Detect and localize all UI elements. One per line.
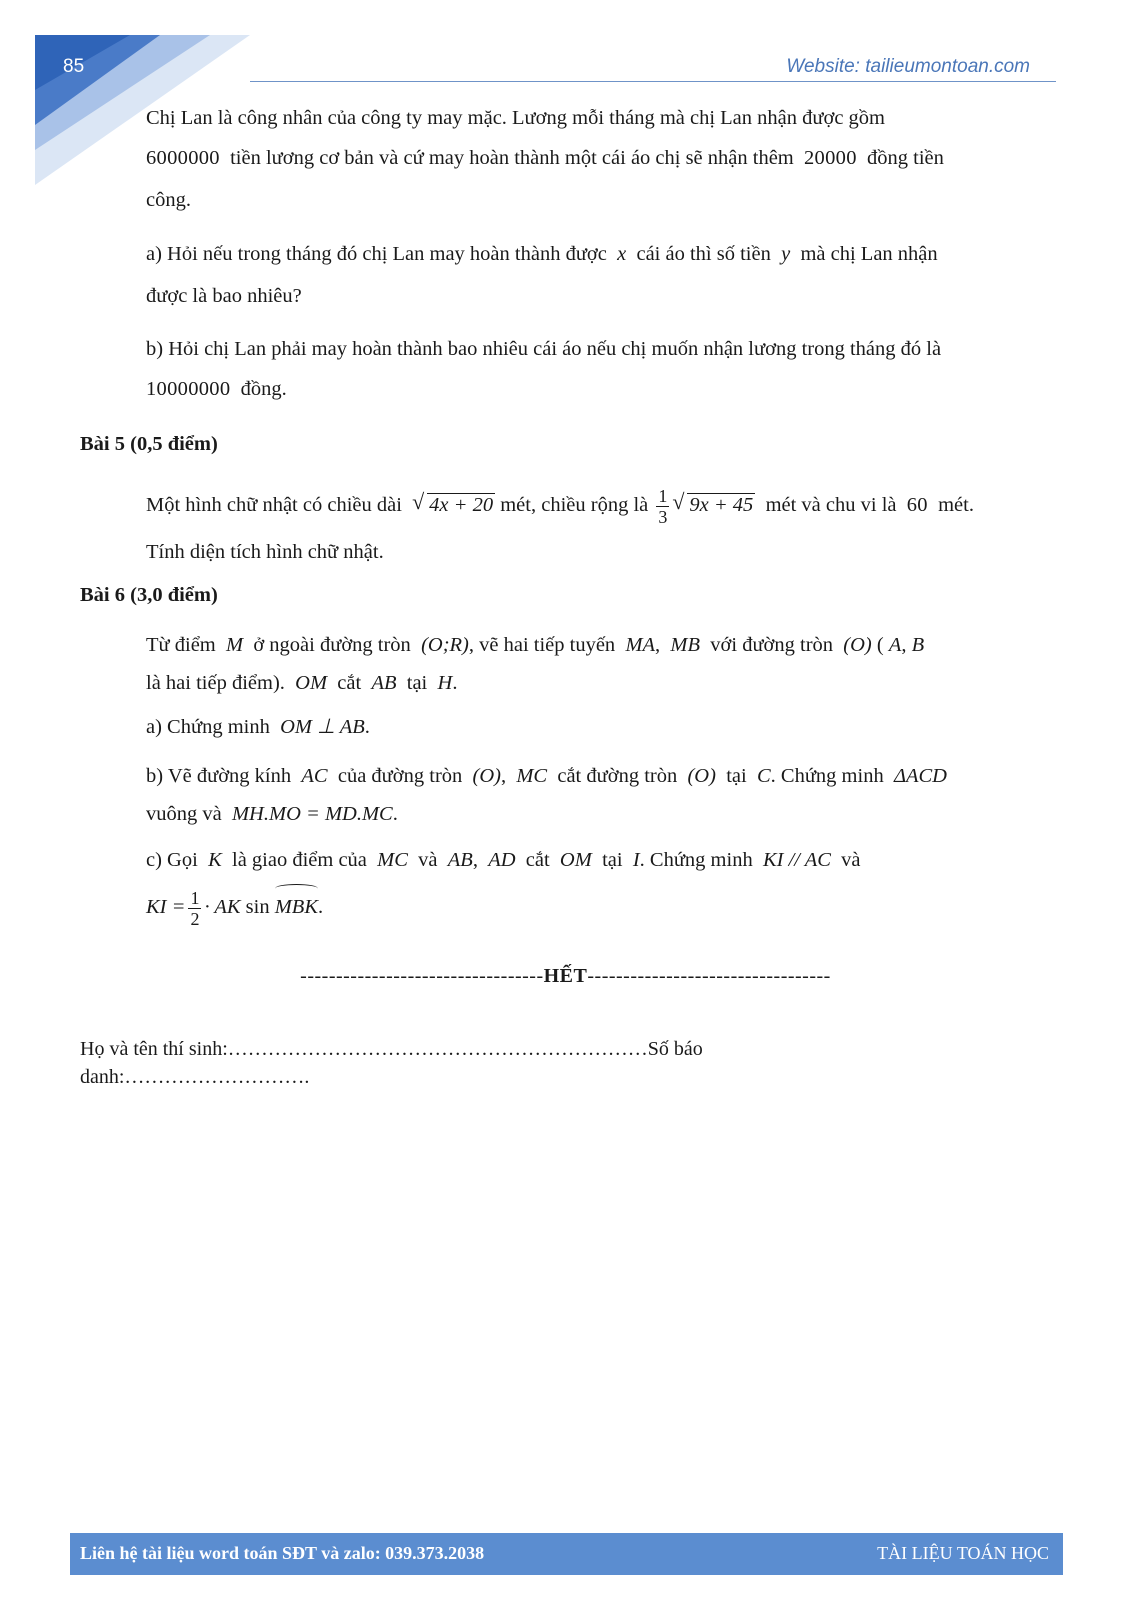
text: đồng tiền bbox=[867, 147, 944, 169]
denominator: 2 bbox=[190, 908, 200, 929]
circle-O: (O) bbox=[687, 765, 716, 787]
diameter-AC: AC bbox=[301, 765, 328, 787]
text: và bbox=[841, 849, 861, 871]
numerator: 1 bbox=[658, 485, 668, 506]
text: tại bbox=[602, 849, 623, 871]
candidate-id-line: danh:………………………. bbox=[80, 1066, 310, 1088]
text: . Chứng minh bbox=[770, 765, 884, 787]
bai4-question-b-line1: b) Hỏi chị Lan phải may hoàn thành bao nhiêu cái áo nếu chị muốn nhận lương trong tháng đó là bbox=[146, 338, 942, 360]
segment-AB: AB bbox=[371, 672, 397, 694]
text: vuông và bbox=[146, 803, 222, 825]
sin-label: sin bbox=[245, 896, 270, 918]
bai4-question-a-line2: được là bao nhiêu? bbox=[146, 285, 302, 307]
var-y: y bbox=[781, 243, 791, 265]
text: là hai tiếp điểm). bbox=[146, 672, 285, 694]
bai6-line2: là hai tiếp điểm). OM cắt AB tại H. bbox=[146, 672, 458, 694]
segment-AK: · AK bbox=[204, 896, 241, 918]
header-rule bbox=[250, 81, 1056, 82]
website-label: Website: tailieumontoan.com bbox=[786, 56, 1030, 77]
text: tiền lương cơ bản và cứ may hoàn thành một cái áo chị sẽ nhận thêm bbox=[230, 147, 794, 169]
text: là giao điểm của bbox=[232, 849, 367, 871]
text: với đường tròn bbox=[710, 634, 834, 656]
salary-base: 6000000 bbox=[146, 147, 220, 169]
text: mà chị Lan nhận bbox=[800, 243, 938, 265]
bai4-question-a-line1 bbox=[146, 234, 938, 274]
segment-MC: MC bbox=[516, 765, 548, 787]
tangent-MA: MA bbox=[625, 634, 656, 656]
point-K: K bbox=[208, 849, 222, 871]
perpendicular-expr: OM ⊥ AB bbox=[280, 716, 365, 738]
bai5-heading: Bài 5 (0,5 điểm) bbox=[80, 433, 218, 455]
perimeter-value: 60 bbox=[906, 494, 928, 516]
text: a) Chứng minh bbox=[146, 716, 270, 738]
bai6-question-c-line1: c) Gọi K là giao điểm của MC và AB, AD cắt OM tại I. Chứng minh KI // AC và bbox=[146, 849, 861, 871]
bai5-line2: Tính diện tích hình chữ nhật. bbox=[146, 541, 384, 563]
radicand: 4x + 20 bbox=[429, 494, 494, 516]
fraction-one-half bbox=[188, 888, 201, 929]
bai6-line1: Từ điểm M ở ngoài đường tròn (O;R), vẽ hai tiếp tuyến MA, MB với đường tròn (O) ( A, B bbox=[146, 634, 925, 656]
text: a) Hỏi nếu trong tháng đó chị Lan may hoàn thành được bbox=[146, 243, 607, 265]
fraction-one-third bbox=[656, 486, 669, 527]
end-label: HẾT bbox=[543, 965, 588, 987]
text: Một hình chữ nhật có chiều dài bbox=[146, 494, 402, 516]
point-B: B bbox=[911, 634, 925, 656]
triangle-ACD: ΔACD bbox=[893, 765, 947, 787]
text: . Chứng minh bbox=[639, 849, 753, 871]
point-M: M bbox=[226, 634, 244, 656]
circle-O: (O) bbox=[843, 634, 872, 656]
bai6-question-a: a) Chứng minh OM ⊥ AB. bbox=[146, 716, 370, 738]
bai6-heading: Bài 6 (3,0 điểm) bbox=[80, 584, 218, 606]
text: c) Gọi bbox=[146, 849, 198, 871]
page-number: 85 bbox=[63, 56, 85, 77]
point-A: A bbox=[888, 634, 902, 656]
text: cắt bbox=[337, 672, 362, 694]
sqrt-width: √ 9x + 45 bbox=[672, 489, 754, 516]
point-H: H bbox=[437, 672, 453, 694]
text: của đường tròn bbox=[337, 765, 463, 787]
var-x: x bbox=[617, 243, 627, 265]
text: đồng. bbox=[240, 378, 287, 400]
bai6-question-c-line2: KI = $\frac{1}{2}$ · AK sin MBK. bbox=[146, 887, 324, 929]
numerator: 1 bbox=[190, 887, 200, 908]
candidate-name-line: Họ và tên thí sinh:………………………………………………………Số báo bbox=[80, 1038, 703, 1060]
segment-OM: OM bbox=[559, 849, 592, 871]
radicand: 9x + 45 bbox=[689, 494, 754, 516]
sqrt-length: √ 4x + 20 bbox=[412, 489, 494, 516]
point-I: I bbox=[632, 849, 640, 871]
dashes: ---------------------------------- bbox=[587, 965, 831, 987]
text: mét và chu vi là bbox=[765, 494, 897, 516]
bai6-question-b-line1: b) Vẽ đường kính AC của đường tròn (O), MC cắt đường tròn (O) tại C. Chứng minh ΔACD bbox=[146, 765, 947, 787]
text: mét. bbox=[938, 494, 974, 516]
segment-MC: MC bbox=[377, 849, 408, 871]
footer-contact: Liên hệ tài liệu word toán SĐT và zalo: 039.373.2038 bbox=[80, 1543, 485, 1563]
per-shirt-amount: 20000 bbox=[804, 147, 857, 169]
text: b) Vẽ đường kính bbox=[146, 765, 292, 787]
circle-OR: (O;R) bbox=[421, 634, 469, 656]
bai4-intro-line2 bbox=[146, 138, 944, 178]
point-C: C bbox=[756, 765, 771, 787]
circle-O: (O) bbox=[472, 765, 501, 787]
text: và bbox=[418, 849, 438, 871]
text: Từ điểm bbox=[146, 634, 216, 656]
text: tại bbox=[406, 672, 428, 694]
text: cái áo thì số tiền bbox=[636, 243, 771, 265]
text: tại bbox=[726, 765, 747, 787]
dashes: ---------------------------------- bbox=[300, 965, 544, 987]
parallel-expr: KI // AC bbox=[762, 849, 831, 871]
segment-OM: OM bbox=[295, 672, 328, 694]
end-marker bbox=[0, 965, 1131, 988]
segment-AB: AB bbox=[447, 849, 473, 871]
text: cắt đường tròn bbox=[557, 765, 678, 787]
tangent-MB: MB bbox=[670, 634, 701, 656]
ki-equals: KI = bbox=[146, 896, 186, 918]
text: ở ngoài đường tròn bbox=[253, 634, 411, 656]
angle-MBK: MBK bbox=[275, 887, 318, 927]
bai4-question-b-line2 bbox=[146, 369, 287, 409]
text: , vẽ hai tiếp tuyến bbox=[468, 634, 616, 656]
text: mét, chiều rộng là bbox=[500, 494, 649, 516]
bai4-intro-line1: Chị Lan là công nhân của công ty may mặc. Lương mỗi tháng mà chị Lan nhận được gồm bbox=[146, 107, 886, 129]
footer-brand: TÀI LIỆU TOÁN HỌC bbox=[877, 1543, 1049, 1563]
bai4-intro-line3: công. bbox=[146, 189, 191, 211]
text: cắt bbox=[525, 849, 550, 871]
denominator: 3 bbox=[658, 506, 668, 527]
bai6-question-b-line2: vuông và MH.MO = MD.MC. bbox=[146, 803, 398, 825]
bai5-line1 bbox=[146, 485, 974, 527]
segment-AD: AD bbox=[488, 849, 516, 871]
target-salary: 10000000 bbox=[146, 378, 231, 400]
product-equality: MH.MO = MD.MC bbox=[231, 803, 393, 825]
